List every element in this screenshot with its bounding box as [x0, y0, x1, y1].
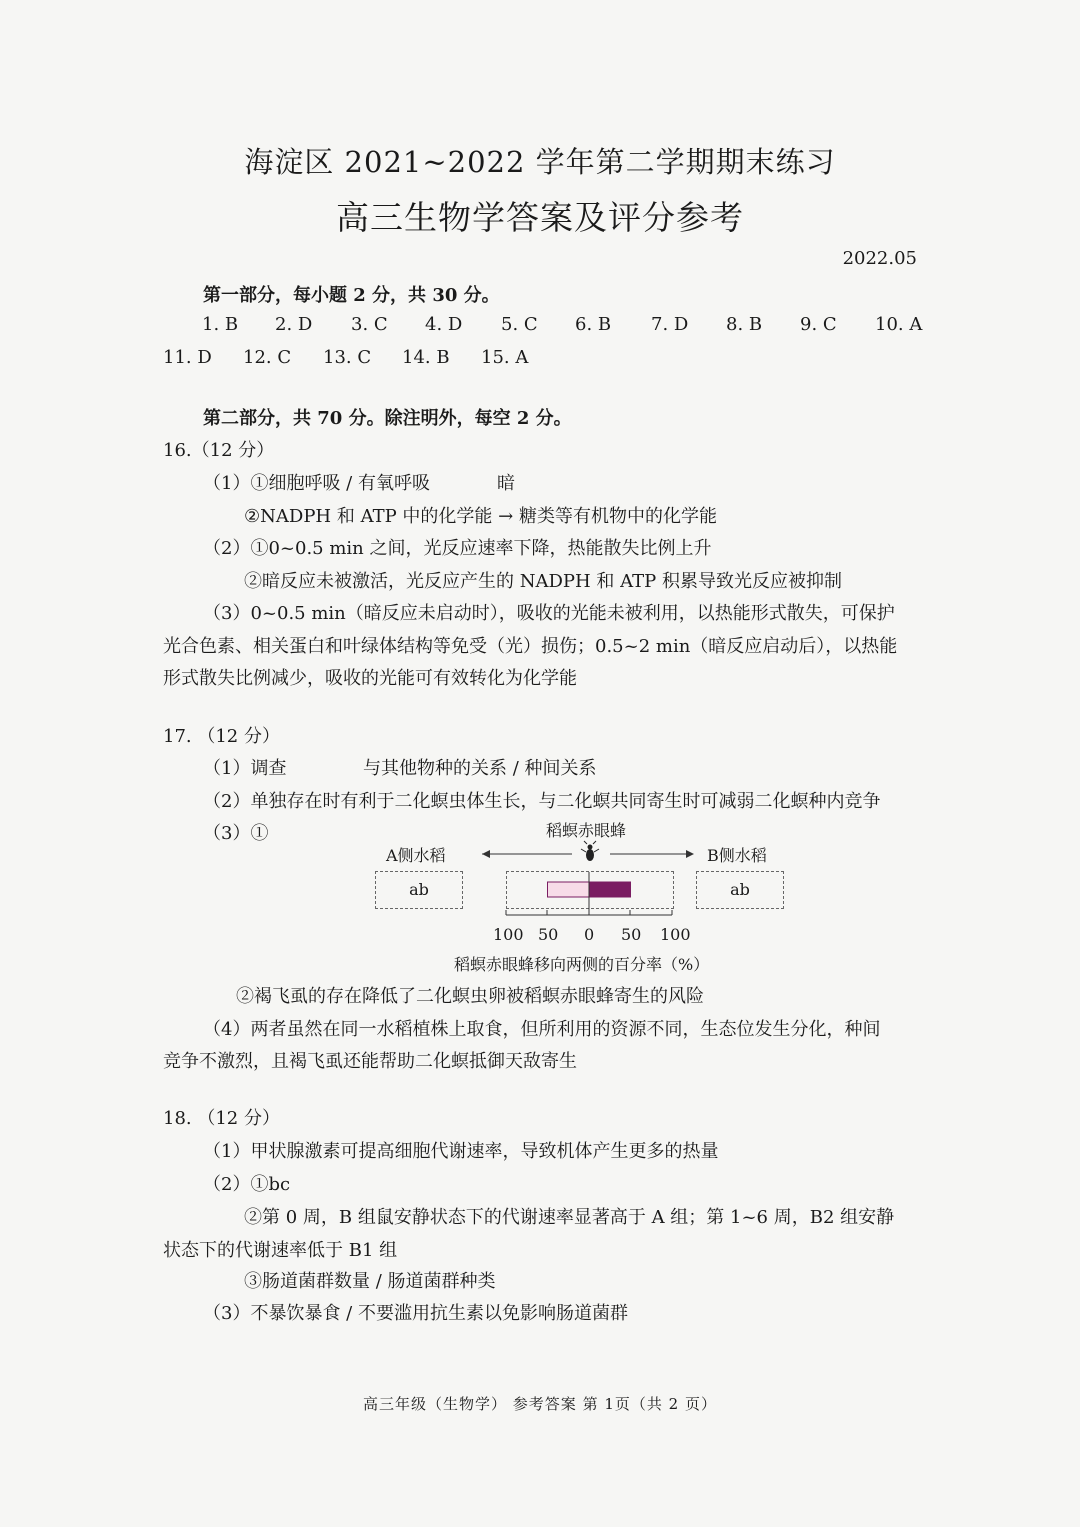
part2-heading: 第二部分，共 70 分。除注明外，每空 2 分。 [203, 408, 572, 429]
answer-5: 5. C [501, 314, 538, 335]
fig-bar-left [548, 882, 590, 897]
fig-tick-3: 0 [584, 925, 595, 944]
answer-2: 2. D [275, 314, 313, 335]
fig-top-label: 稻螟赤眼蜂 [546, 821, 627, 840]
page-subtitle: 高三生物学答案及评分参考 [336, 198, 744, 237]
fig-bar-right [589, 882, 631, 897]
part1-heading: 第一部分，每小题 2 分，共 30 分。 [203, 285, 500, 306]
q16-line2: ②NADPH 和 ATP 中的化学能 → 糖类等有机物中的化学能 [244, 506, 717, 527]
fig-tick-4: 50 [621, 925, 642, 944]
q17-line4: ②褐飞虱的存在降低了二化螟虫卵被稻螟赤眼蜂寄生的风险 [236, 986, 704, 1007]
q16-line4: ②暗反应未被激活，光反应产生的 NADPH 和 ATP 积累导致光反应被抑制 [244, 571, 843, 592]
q16-header: 16.（12 分） [163, 440, 275, 461]
page-title: 海淀区 2021~2022 学年第二学期期末练习 [244, 145, 836, 179]
q18-line1: （1）甲状腺激素可提高细胞代谢速率，导致机体产生更多的热量 [203, 1141, 719, 1162]
q17-line6: 竞争不激烈，且褐飞虱还能帮助二化螟抵御天敌寄生 [163, 1051, 577, 1072]
fig-tick-5: 100 [660, 925, 691, 944]
q17-line1a: （1）调查 [203, 758, 287, 779]
q18-line4: 状态下的代谢速率低于 B1 组 [163, 1240, 398, 1261]
answer-13: 13. C [323, 347, 372, 368]
q17-line5: （4）两者虽然在同一水稻植株上取食，但所利用的资源不同，生态位发生分化，种间 [203, 1019, 881, 1040]
date: 2022.05 [842, 248, 917, 269]
q16-line1b: 暗 [497, 473, 515, 494]
fig-bar-chart [490, 872, 690, 922]
fig-right-box-label: ab [730, 880, 750, 899]
q18-line5: ③肠道菌群数量 / 肠道菌群种类 [244, 1271, 496, 1292]
q18-header: 18. （12 分） [163, 1108, 280, 1129]
answer-8: 8. B [726, 314, 763, 335]
q16-line7: 形式散失比例减少，吸收的光能可有效转化为化学能 [163, 668, 577, 689]
answer-14: 14. B [402, 347, 450, 368]
page-footer: 高三年级（生物学） 参考答案 第 1页（共 2 页） [363, 1395, 717, 1413]
fig-left-box-label: ab [409, 880, 429, 899]
answer-11: 11. D [163, 347, 212, 368]
answer-15: 15. A [481, 347, 529, 368]
q16-line3: （2）①0~0.5 min 之间，光反应速率下降，热能散失比例上升 [203, 538, 712, 559]
fig-left-box [375, 871, 463, 909]
q18-line2: （2）①bc [203, 1174, 291, 1195]
q18-line6: （3）不暴饮暴食 / 不要滥用抗生素以免影响肠道菌群 [203, 1303, 628, 1324]
q16-line6: 光合色素、相关蛋白和叶绿体结构等免受（光）损伤；0.5~2 min（暗反应启动后），以热能 [163, 636, 898, 657]
answer-7: 7. D [651, 314, 689, 335]
answer-10: 10. A [875, 314, 923, 335]
q17-line1b: 与其他物种的关系 / 种间关系 [363, 758, 597, 779]
fig-tick-2: 50 [538, 925, 559, 944]
q17-line2: （2）单独存在时有利于二化螟虫体生长，与二化螟共同寄生时可减弱二化螟种内竞争 [203, 791, 881, 812]
fig-axis-label: 稻螟赤眼蜂移向两侧的百分率（%） [454, 955, 710, 974]
fig-tick-1: 100 [493, 925, 524, 944]
q16-line5: （3）0~0.5 min（暗反应未启动时），吸收的光能未被利用，以热能形式散失，可保护 [203, 603, 895, 624]
q18-line3: ②第 0 周，B 组鼠安静状态下的代谢速率显著高于 A 组；第 1~6 周，B2 组安静 [244, 1207, 895, 1228]
answer-4: 4. D [425, 314, 463, 335]
answer-3: 3. C [351, 314, 388, 335]
q17-header: 17. （12 分） [163, 726, 280, 747]
q16-line1: （1）①细胞呼吸 / 有氧呼吸 [203, 473, 430, 494]
fig-arrows [470, 840, 710, 870]
answer-1: 1. B [202, 314, 239, 335]
answer-12: 12. C [243, 347, 292, 368]
fig-right-label: B侧水稻 [707, 846, 767, 865]
answer-9: 9. C [800, 314, 837, 335]
q17-line3: （3）① [203, 823, 269, 844]
fig-right-box [696, 871, 784, 909]
fig-left-label: A侧水稻 [386, 846, 446, 865]
answer-6: 6. B [575, 314, 612, 335]
wasp-icon [581, 841, 599, 861]
